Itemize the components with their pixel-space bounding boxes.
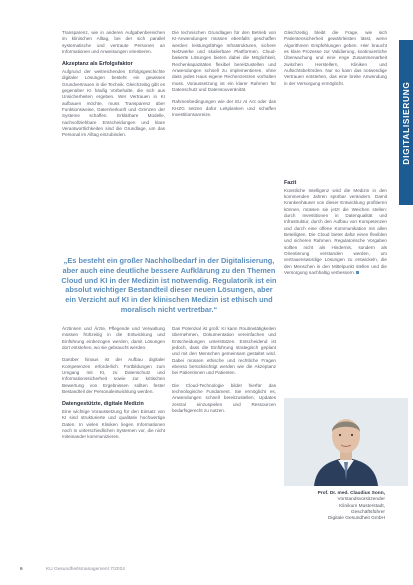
paragraph: Die technischen Grundlagen für den Betrieb von KI-Anwendungen müssen ebenfalls geschaffen werden: leistungsfähige Infrastrukturen, sichere Netzwerke und skalierbare Plattformen. Cloud-basierte Lösungen bieten dabei die Möglichkeit, Rechenkapazitäten flexibel bereitzustellen und Anwendungen schnell zu implementieren, ohne dass jedes Haus eigene Rechenzentren vorhalten muss. Voraussetzung ist ein klarer Rahmen für Datenschutz und Datensouveränität. xyxy=(172,30,276,93)
subheading-daten: Datengestützte, digitale Medizin xyxy=(62,401,144,408)
paragraph: Aufgrund der weitreichenden Erfolgsgeschichte digitaler Lösungen besteht ein gewisses Grundvertrauen in die Technik. Gleichzeitig gibt es gegenüber KI häufig Vorbehalte, die sich aus Unsicherheiten ergeben. Wer Vertrauen in KI aufbauen möchte, muss Transparenz über Funktionsweise, Datenherkunft und Grenzen der Systeme schaffen. Erklärbare Modelle, nachvollziehbare Entscheidungen und klare Verantwortlichkeiten sind die Grundlage, um das Personal im Alltag einzubinden. xyxy=(62,68,165,138)
column-3-top xyxy=(284,30,387,93)
column-1-bottom xyxy=(62,326,165,447)
column-3-fazit xyxy=(284,180,387,282)
caption-name: Prof. Dr. med. Claudius Sonn, xyxy=(317,491,385,496)
section-tab-label: DIGITALISIERUNG xyxy=(401,80,411,165)
paragraph xyxy=(284,188,387,277)
paragraph: Eine wichtige Voraussetzung für den Einsatz von KI sind strukturierte und qualitativ hochwertige Daten. In vielen Kliniken liegen Informationen noch in unterschiedlichen Systemen vor, die nicht miteinander kommunizieren. xyxy=(62,408,165,440)
paragraph: Die Cloud-Technologie bildet hierfür das technologische Fundament. Sie ermöglicht es, Anwendungen schnell bereitzustellen, Updates zentral einzuspielen und Ressourcen bedarfsgerecht zu nutzen. xyxy=(172,382,276,414)
paragraph: Das Potenzial ist groß: KI kann Routinetätigkeiten übernehmen, Dokumentation vereinfachen und Entscheidungen unterstützen. Entscheidend ist jedoch, dass die Einführung strategisch geplant und mit den Menschen gemeinsam gestaltet wird. Dabei müssen ethische und rechtliche Fragen ebenso berücksichtigt werden wie die Akzeptanz bei Patientinnen und Patienten. xyxy=(172,326,276,376)
page-number: 6 xyxy=(20,567,23,572)
subheading-fazit: Fazit xyxy=(284,180,297,186)
caption-line: Klinikum Musterstadt, xyxy=(339,503,385,509)
column-2-top xyxy=(172,30,276,124)
caption-line: Digitale Gesundheit GmbH xyxy=(327,516,385,522)
paragraph: Ärztinnen und Ärzte, Pflegende und Verwaltung müssen frühzeitig in die Entwicklung und Einführung einbezogen werden, damit Lösungen dort entstehen, wo sie gebraucht werden. xyxy=(62,326,165,351)
section-tab xyxy=(399,40,413,205)
portrait-caption xyxy=(265,491,385,522)
paragraph: Darüber hinaus ist der Aufbau digitaler Kompetenzen erforderlich. Fortbildungen zum Umgang mit KI, zu Datenschutz und Informationssicherheit sowie zur kritischen Bewertung von Ergebnissen sollten fester Bestandteil der Personalentwicklung werden. xyxy=(62,357,165,395)
paragraph: Rahmenbedingungen wie der EU AI Act oder das KHZG setzen dafür Leitplanken und schaffen Investitionsanreize. xyxy=(172,99,276,118)
page-footer xyxy=(0,565,413,577)
caption-line: Geschäftsführer xyxy=(350,509,385,515)
portrait-illustration xyxy=(284,398,408,486)
column-2-bottom xyxy=(172,326,276,420)
pull-quote: „Es besteht ein großer Nachholbedarf in der Digitalisierung, aber auch eine deutliche bessere Aufklärung zu den Themen Cloud und KI in der Medizin ist notwendig. Regulatorik ist ein absolut wichtiger Bestandteil dieser neuen Lösungen, aber ein Verzicht auf KI in der klinischen Medizin ist ethisch und moralisch nicht vertretbar.“ xyxy=(61,256,277,314)
end-mark-icon xyxy=(356,271,359,274)
column-1-top xyxy=(62,30,165,145)
paragraph: Transparenz, wie in anderen Aufgabenbereichen im klinischen Alltag, bei der sich parallel systematische und vertraute Personen an Informationen und Anweisungen orientieren. xyxy=(62,30,165,55)
caption-line: Vorstandsvorsitzender xyxy=(337,497,385,503)
paragraph: Gleichzeitig bleibt die Frage, wie sich Patientensicherheit gewährleisten lässt, wenn Algorithmen Empfehlungen geben. Hier braucht es klare Prozesse zur Validierung, kontinuierliche Überwachung und eine enge Zusammenarbeit zwischen Herstellern, Kliniken und Aufsichtsbehörden. Nur so kann das notwendige Vertrauen entstehen, das eine breite Anwendung in der Versorgung ermöglicht. xyxy=(284,30,387,86)
portrait-photo xyxy=(284,398,408,486)
fazit-text: Künstliche Intelligenz wird die Medizin in den kommenden Jahren spürbar verändern. Damit Krankenhäuser von dieser Entwicklung profitieren können, müssen sie jetzt die Weichen stellen: durch Investitionen in Datenqualität und Infrastruktur, durch den Aufbau von Kompetenzen und durch eine offene Kommunikation mit allen Beteiligten. Die Cloud bietet dafür einen flexiblen und sicheren Rahmen. Regulatorische Vorgaben sollten nicht als Hindernis, sondern als Orientierung verstanden werden, um vertrauenswürdige Lösungen zu entwickeln, die den Menschen in den Mittelpunkt stellen und die Versorgung nachhaltig verbessern. xyxy=(284,187,387,275)
subheading-akzeptanz: Akzeptanz als Erfolgsfaktor xyxy=(62,61,133,68)
publication-name: KU Gesundheitsmanagement 7/2024 xyxy=(46,567,125,572)
